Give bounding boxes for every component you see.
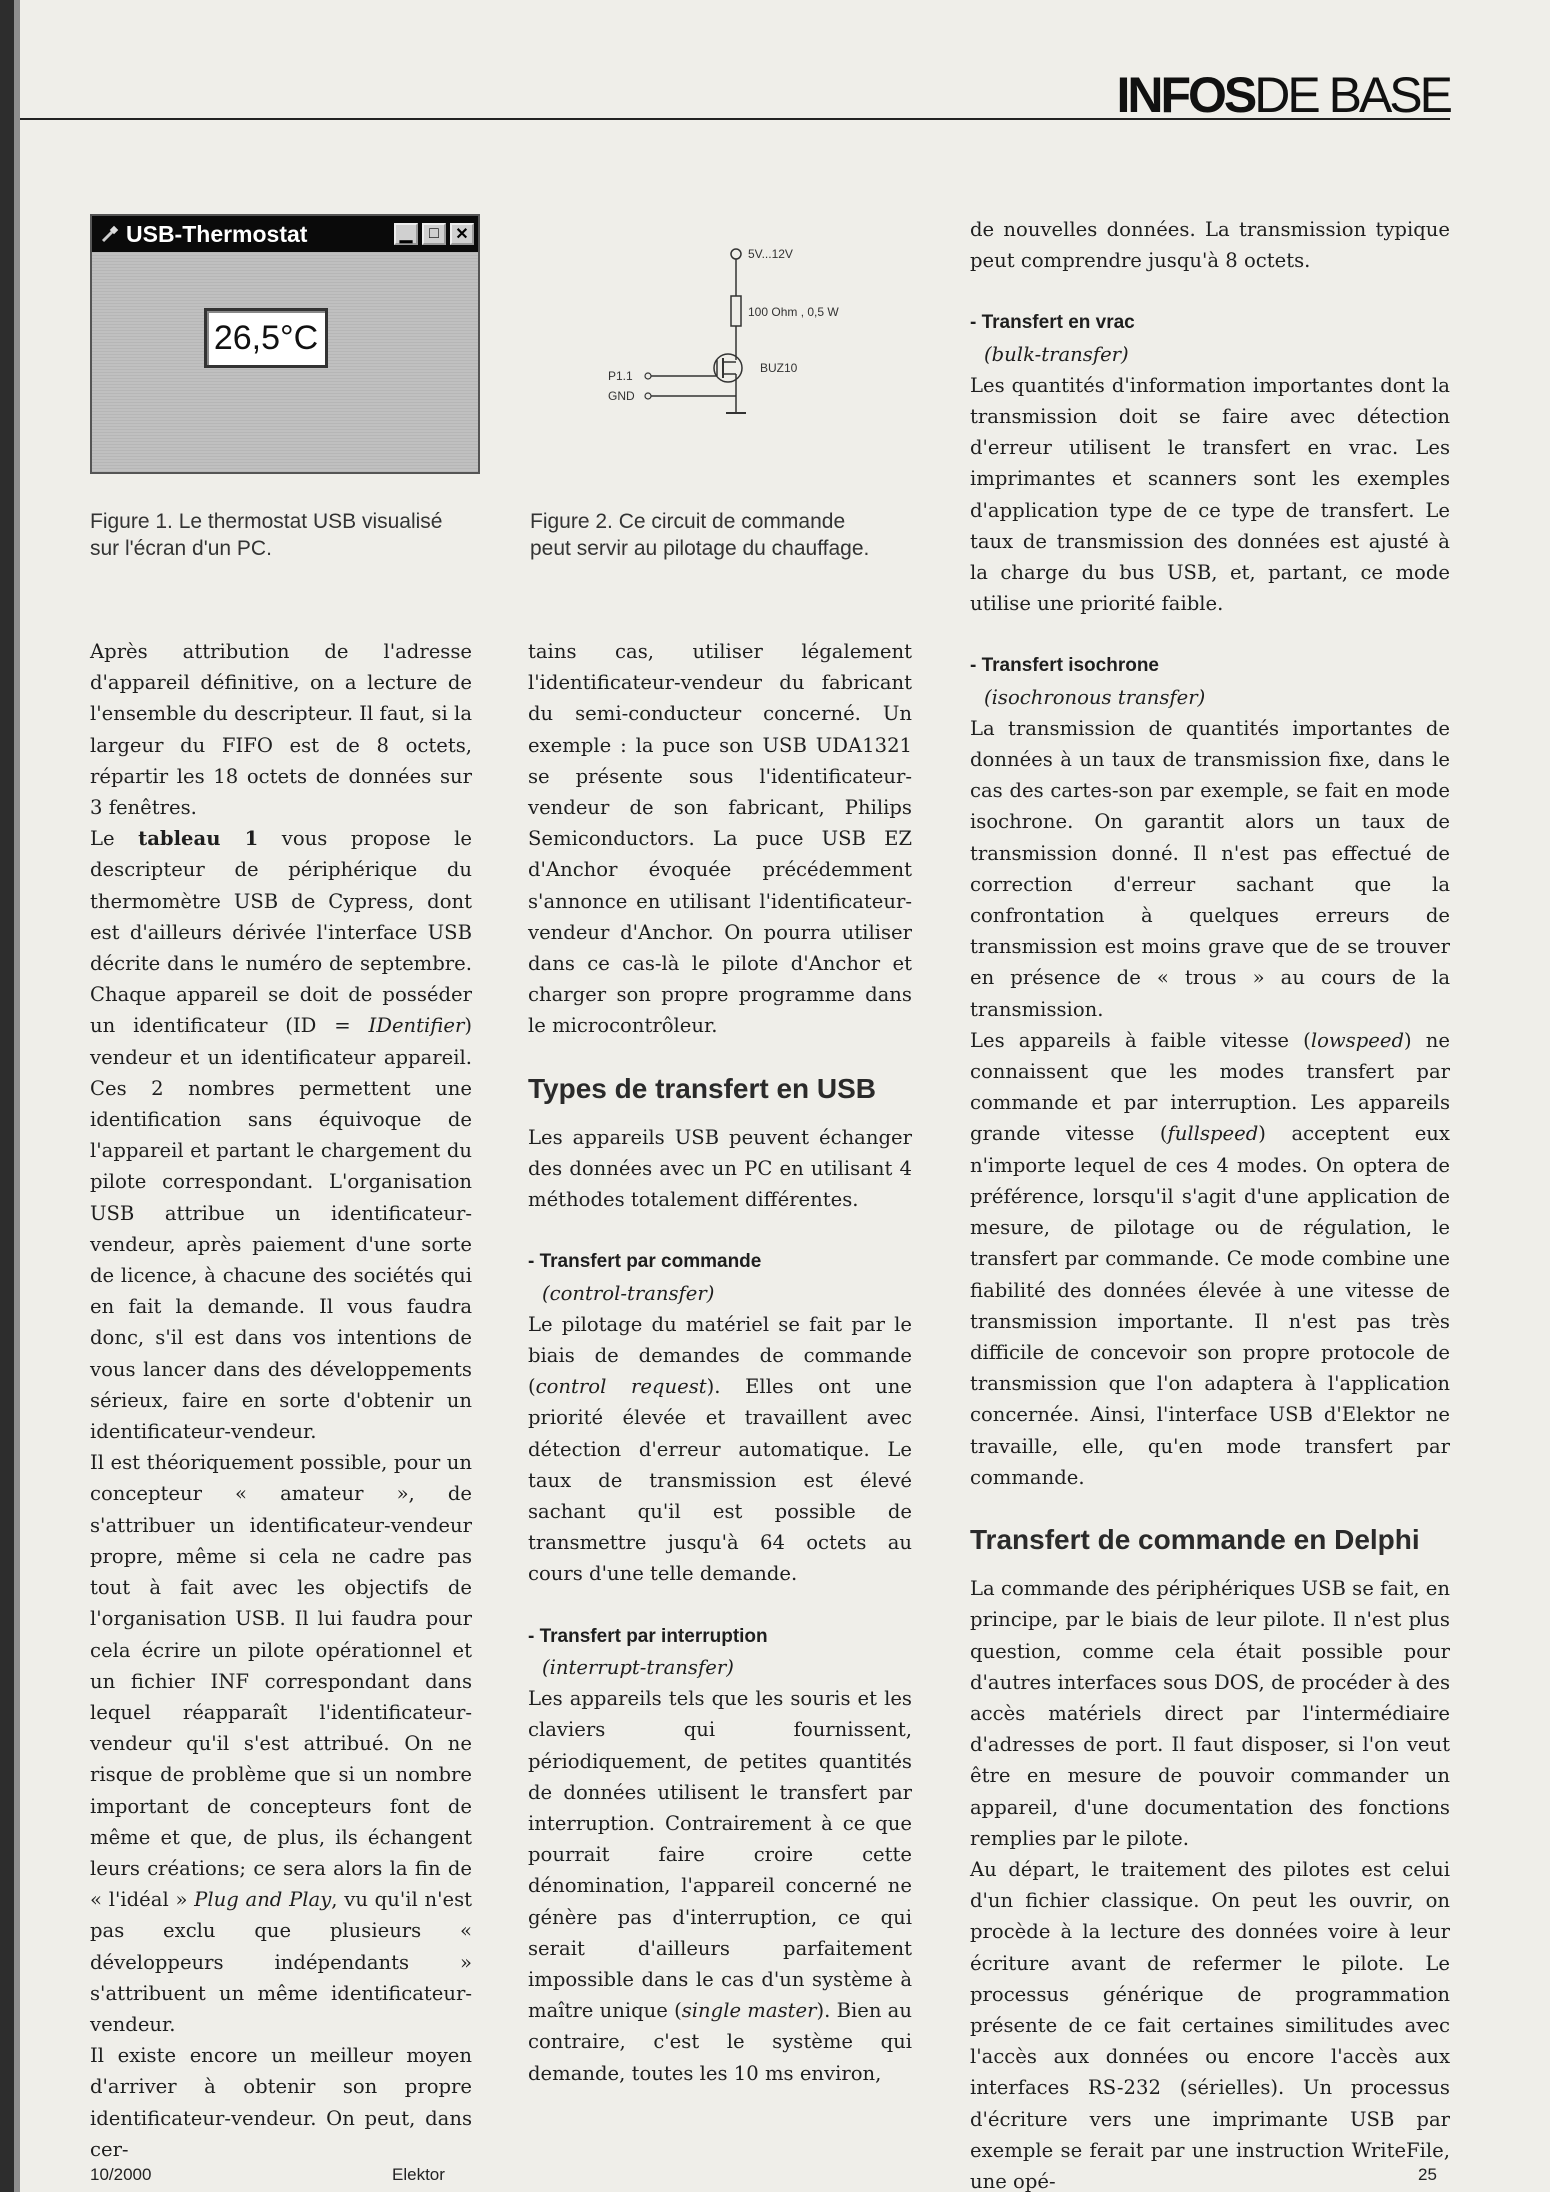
section-heading: Transfert de commande en Delphi <box>970 1523 1420 1555</box>
figure1-caption-line2: sur l'écran d'un PC. <box>90 537 272 560</box>
article-column-1 <box>90 636 472 2165</box>
header-title-bold: INFOS <box>1116 67 1255 123</box>
mosfet-symbol <box>714 354 742 382</box>
paragraph: Les appareils à faible vitesse (lowspeed) ne connaissent que les modes transfert par commande et par interruption. Les appareils grande vitesse (fullspeed) acceptent eux n'importe lequel de ces 4 modes. On optera de préférence, lorsqu'il s'agit d'une application de mesure, de pilotage ou de régulation, le transfert par commande. Ce mode combine une fiabilité des données élevée à une vitesse de transmission importante. Il n'est pas très difficile de concevoir son propre protocole de transmission que l'on adaptera à l'application concernée. Ainsi, l'interface USB d'Elektor ne travaille, elle, qu'en mode transfert par commande. <box>970 1028 1451 1489</box>
subheading-english: (bulk-transfer) <box>984 342 1129 366</box>
subheading: - Transfert par interruption <box>528 1625 768 1647</box>
paragraph: Les appareils USB peuvent échanger des données avec un PC en utilisant 4 méthodes totalement différentes. <box>528 1125 912 1212</box>
plug-icon <box>100 224 120 244</box>
paragraph: de nouvelles données. La transmission typique peut comprendre jusqu'à 8 octets. <box>970 218 1450 273</box>
paragraph: Il est théoriquement possible, pour un concepteur « amateur », de s'attribuer un identificateur-vendeur propre, même si cela ne cadre pas tout à fait avec les objectifs de l'organisation USB. Il lui faudra pour cela écrire un pilote opérationnel et un fichier INF correspondant dans lequel réapparaît l'identificateur-vendeur qu'il s'est attribué. On ne risque de problème que si un nombre important de concepteurs font de même et que, de plus, ils échangent leurs créations; ce sera alors la fin de « l'idéal » Plug and Play, vu qu'il n'est pas exclu que plusieurs « développeurs indépendants » s'attribuent un même identificateur-vendeur. <box>90 1451 473 2036</box>
figure2-caption-line2: peut servir au pilotage du chauffage. <box>530 537 870 560</box>
figure1-caption-line1: Figure 1. Le thermostat USB visualisé <box>90 510 443 533</box>
paragraph: Le pilotage du matériel se fait par le biais de demandes de commande (control request). Elles ont une priorité élevée et travaillent avec détection d'erreur automatique. Le taux de transmission est élevé sachant qu'il est possible de transmettre jusqu'à 64 octets au cours d'une telle demande. <box>528 1312 912 1586</box>
window-title: USB-Thermostat <box>126 220 308 247</box>
paragraph: La commande des périphériques USB se fait, en principe, par le biais de leur pilote. Il n'est plus question, comme cela était possible pour d'autres interfaces sous DOS, de procéder à des accès matériels direct par l'intermédiaire d'adresses de port. Il faut disposer, si l'on veut être en mesure de pouvoir commander un appareil, d'une documentation des fonctions remplies par le pilote. <box>970 1577 1450 1850</box>
close-icon: ✕ <box>450 223 474 245</box>
figure2-caption-line1: Figure 2. Ce circuit de commande <box>530 510 846 533</box>
paragraph: Après attribution de l'adresse d'appareil définitive, on a lecture de l'ensemble du descripteur. Il faut, si la largeur du FIFO est de 8 octets, répartir les 18 octets de données sur 3 fenêtres. <box>90 640 472 820</box>
transistor-label: BUZ10 <box>760 361 798 375</box>
supply-terminal-icon <box>731 249 741 259</box>
article-column-2 <box>528 636 912 2089</box>
section-header <box>1116 66 1450 124</box>
paragraph: Le tableau 1 vous propose le descripteur de périphérique du thermomètre USB de Cypress, dont est d'ailleurs dérivée l'interface USB décrite dans le numéro de septembre. Chaque appareil se doit de posséder un identificateur (ID = IDentifier) vendeur et un identificateur appareil. Ces 2 nombres permettent une identification sans équivoque de l'appareil et partant le chargement du pilote correspondant. L'organisation USB attribue un identificateur-vendeur, après paiement d'une sorte de licence, à chacune des sociétés qui en fait la demande. Il vous faudra donc, s'il est dans vos intentions de vous lancer dans des développements sérieux, faire en sorte d'obtenir un identificateur-vendeur. <box>90 827 472 1444</box>
footer-magazine: Elektor <box>392 2165 445 2184</box>
paragraph: tains cas, utiliser légalement l'identificateur-vendeur du fabricant du semi-conducteur concerné. Un exemple : la puce son USB UDA1321 se présente sous l'identificateur-vendeur de son fabricant, Philips Semiconductors. La puce USB EZ d'Anchor évoquée précédemment s'annonce en utilisant l'identificateur-vendeur d'Anchor. On pourra utiliser dans ce cas-là le pilote d'Anchor et charger son propre programme dans le microcontrôleur. <box>528 640 912 1038</box>
subheading: - Transfert isochrone <box>970 655 1159 677</box>
binding-shadow <box>14 0 20 2192</box>
header-title-light: DE BASE <box>1254 67 1450 123</box>
paragraph: La transmission de quantités importantes de données à un taux de transmission fixe, dans le cas des cartes-son par exemple, se fait en mode isochrone. On garantit alors un taux de transmission donné. Il n'est pas effectué de correction d'erreur sachant que la confrontation à quelques erreurs de transmission est moins grave que de se trouver en présence de « trous » au cours de la transmission. <box>970 716 1450 1021</box>
control-circuit-diagram <box>590 238 910 438</box>
window-titlebar <box>92 216 478 252</box>
section-heading: Types de transfert en USB <box>528 1072 877 1104</box>
ground-label: GND <box>608 389 635 403</box>
figure1-caption <box>90 508 443 562</box>
maximize-icon: □ <box>422 223 446 245</box>
paragraph: Les quantités d'information importantes dont la transmission doit se faire avec détection d'erreur utilisent le transfert en vrac. Les imprimantes et scanners sont les exemples d'application type de ce type de transfert. Le taux de transmission des données est ajusté à la charge du bus USB, et, partant, ce mode utilise une priorité faible. <box>970 373 1450 616</box>
paragraph: Les appareils tels que les souris et les claviers qui fournissent, périodiquement, de petites quantités de données utilisent le transfert par interruption. Contrairement à ce que pourrait faire croire cette dénomination, l'appareil concerné ne génère pas d'interruption, ce qui serait d'ailleurs parfaitement impossible dans le cas d'un système à maître unique (single master). Bien au contraire, c'est le système qui demande, toutes les 10 ms environ, <box>528 1687 912 2085</box>
article-column-3 <box>970 214 1450 2192</box>
paragraph: Il existe encore un meilleur moyen d'arriver à obtenir son propre identificateur-vendeur. On peut, dans cer- <box>90 2044 472 2161</box>
subheading: - Transfert par commande <box>528 1251 762 1273</box>
subheading-english: (interrupt-transfer) <box>542 1655 734 1679</box>
binding-edge <box>0 0 14 2192</box>
footer-issue: 10/2000 <box>90 2165 152 2184</box>
paragraph: Au départ, le traitement des pilotes est celui d'un fichier classique. On peut les ouvrir, on procède à la lecture des données voire à leur écriture avant de refermer le pilote. Le processus générique de programmation présente de ce fait certaines similitudes avec l'accès aux données ou encore l'accès aux interfaces RS-232 (sérielles). Un processus d'écriture vers une imprimante USB par exemple se ferait par une instruction WriteFile, une opé- <box>970 1857 1450 2192</box>
resistor-label: 100 Ohm , 0,5 W <box>748 305 839 319</box>
window-body <box>92 252 478 472</box>
footer-page-number: 25 <box>1418 2165 1437 2184</box>
subheading: - Transfert en vrac <box>970 312 1135 334</box>
minimize-icon: ▁ <box>394 223 418 245</box>
supply-label: 5V...12V <box>748 247 793 261</box>
subheading-english: (isochronous transfer) <box>984 685 1206 709</box>
thermostat-window <box>90 214 480 474</box>
figure2-caption <box>530 508 869 562</box>
temperature-display: 26,5°C <box>204 308 328 368</box>
pin-label: P1.1 <box>608 369 633 383</box>
subheading-english: (control-transfer) <box>542 1281 715 1305</box>
resistor-symbol <box>731 296 741 326</box>
